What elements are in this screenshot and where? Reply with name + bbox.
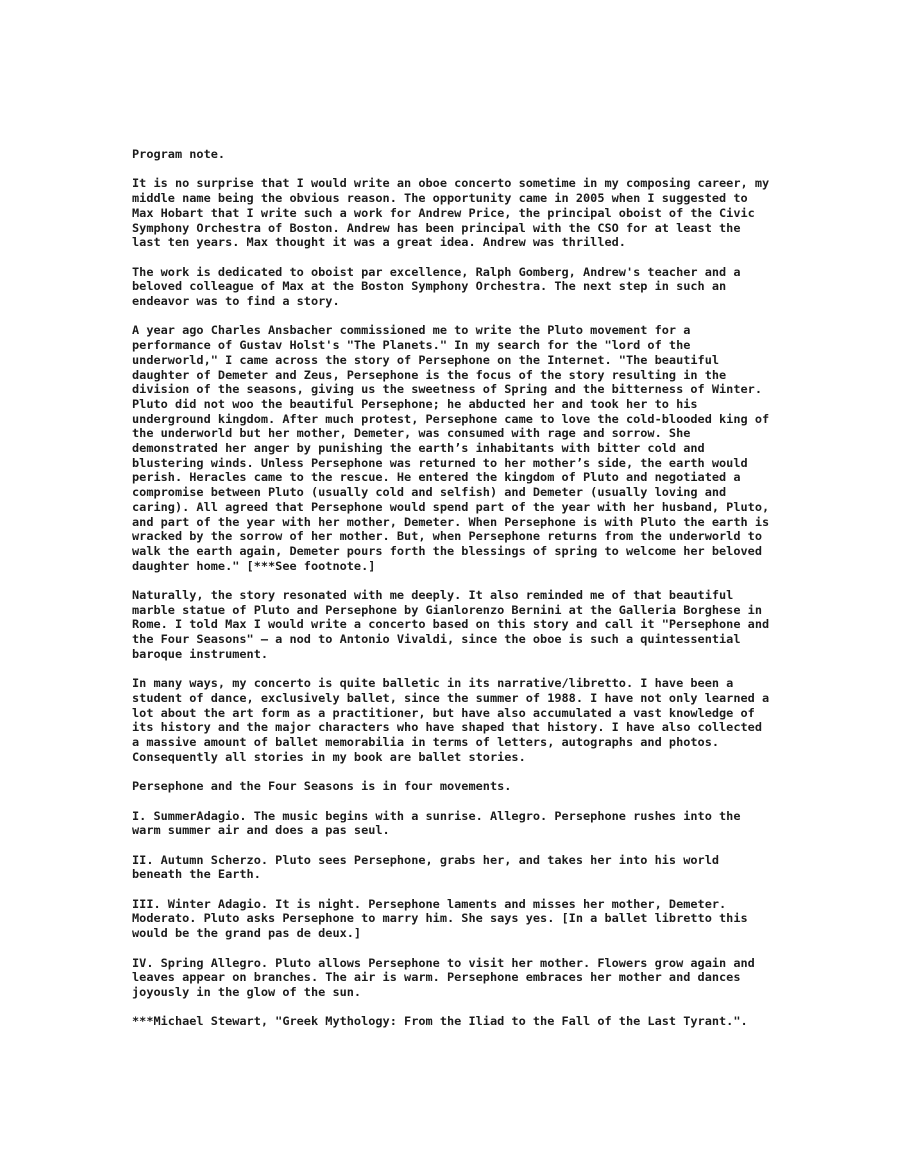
movement-autumn: II. Autumn Scherzo. Pluto sees Persephone, grabs her, and takes her into his world beneath the Earth. <box>132 852 720 882</box>
paragraph-dedication: The work is dedicated to oboist par excellence, Ralph Gomberg, Andrew's teacher and a beloved colleague of Max at the Boston Symphony Orchestra. The next step in such an endeavor was to find a story. <box>132 264 741 308</box>
paragraph-story: A year ago Charles Ansbacher commissioned me to write the Pluto movement for a performance of Gustav Holst's "The Planets." In my search for the "lord of the underworld," I came across the story of Persephone on the Internet. "The beautiful daughter of Demeter and Zeus, Persephone is the focus of the story resulting in the division of the seasons, giving us the sweetness of Spring and the bitterness of Winter. Pluto did not woo the beautiful Persephone; he abducted her and took her to his underground kingdom. After much protest, Persephone came to love the cold-blooded king of the underworld but her mother, Demeter, was consumed with rage and sorrow. She demonstrated her anger by punishing the earth’s inhabitants with bitter cold and blustering winds. Unless Persephone was returned to her mother’s side, the earth would perish. Heracles came to the rescue. He entered the kingdom of Pluto and negotiated a compromise between Pluto (usually cold and selfish) and Demeter (usually loving and caring). All agreed that Persephone would spend part of the year with her husband, Pluto, and part of the year with her mother, Demeter. When Persephone is with Pluto the earth is wracked by the sorrow of her mother. But, when Persephone returns from the underworld to walk the earth again, Demeter pours forth the blessings of spring to welcome her beloved daughter home." [***See footnote.] <box>132 323 770 573</box>
paragraph-ballet: In many ways, my concerto is quite balletic in its narrative/libretto. I have been a student of dance, exclusively ballet, since the summer of 1988. I have not only learned a lot about the art form as a practitioner, but have also accumulated a vast knowledge of its history and the major characters who have shaped that history. I have also collected a massive amount of ballet memorabilia in terms of letters, autographs and photos. Consequently all stories in my book are ballet stories. <box>132 676 770 764</box>
movement-summer: I. SummerAdagio. The music begins with a sunrise. Allegro. Persephone rushes into the warm summer air and does a pas seul. <box>132 808 741 838</box>
paragraph-bernini: Naturally, the story resonated with me deeply. It also reminded me of that beautiful marble statue of Pluto and Persephone by Gianlorenzo Bernini at the Galleria Borghese in Rome. I told Max I would write a concerto based on this story and call it "Persephone and the Four Seasons" – a nod to Antonio Vivaldi, since the oboe is such a quintessential baroque instrument. <box>132 588 770 661</box>
movement-spring: IV. Spring Allegro. Pluto allows Persephone to visit her mother. Flowers grow again and leaves appear on branches. The air is warm. Persephone embraces her mother and dances joyously in the glow of the sun. <box>132 955 755 999</box>
paragraph-intro: It is no surprise that I would write an oboe concerto sometime in my composing career, my middle name being the obvious reason. The opportunity came in 2005 when I suggested to Max Hobart that I write such a work for Andrew Price, the principal oboist of the Civic Symphony Orchestra of Boston. Andrew has been principal with the CSO for at least the last ten years. Max thought it was a great idea. Andrew was thrilled. <box>132 176 770 250</box>
footnote: ***Michael Stewart, "Greek Mythology: From the Iliad to the Fall of the Last Tyrant.". <box>132 1014 748 1029</box>
page-title: Program note. <box>132 147 226 161</box>
movement-winter: III. Winter Adagio. It is night. Persephone laments and misses her mother, Demeter. Moderato. Pluto asks Persephone to marry him. She says yes. [In a ballet libretto this would be the grand pas de deux.] <box>132 896 748 941</box>
paragraph-movements-intro: Persephone and the Four Seasons is in four movements. <box>132 779 512 794</box>
document-page <box>132 147 782 1044</box>
